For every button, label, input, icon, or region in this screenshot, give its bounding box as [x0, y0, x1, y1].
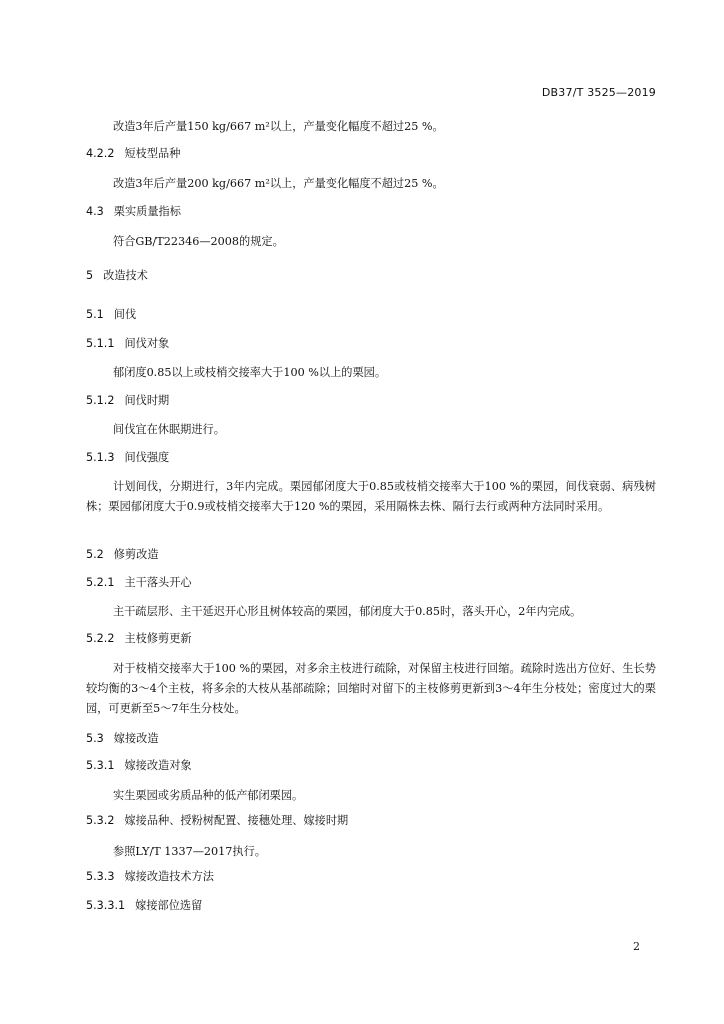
section-title: 改造技术	[103, 269, 148, 282]
section-number: 4.3	[86, 205, 104, 218]
paragraph-text: 郁闭度0.85以上或枝梢交接率大于100 %以上的栗园。	[113, 366, 387, 379]
section-heading	[86, 869, 656, 885]
section-title: 嫁接部位选留	[135, 899, 203, 912]
section-heading	[86, 813, 656, 829]
body-paragraph	[86, 477, 656, 517]
section-heading	[86, 898, 656, 914]
body-paragraph	[86, 232, 656, 252]
section-heading	[86, 268, 656, 284]
body-paragraph	[86, 420, 656, 440]
section-number: 5.1.1	[86, 337, 115, 350]
body-paragraph	[86, 174, 656, 194]
section-number: 5.3.1	[86, 759, 115, 772]
body-paragraph	[86, 117, 656, 137]
section-number: 5.1	[86, 308, 104, 321]
section-number: 4.2.2	[86, 147, 115, 160]
paragraph-text: 实生栗园或劣质品种的低产郁闭栗园。	[113, 789, 304, 802]
body-paragraph	[86, 363, 656, 383]
section-title: 栗实质量指标	[113, 205, 181, 218]
page-number: 2	[633, 940, 640, 953]
section-title: 嫁接改造	[113, 732, 159, 745]
section-number: 5.3.3	[86, 870, 115, 883]
section-title: 短枝型品种	[124, 147, 181, 160]
section-number: 5.3	[86, 732, 104, 745]
section-heading	[86, 631, 656, 647]
paragraph-text: 间伐宜在休眠期进行。	[113, 423, 225, 436]
document-code-header: DB37/T 3525—2019	[541, 86, 656, 99]
section-heading	[86, 547, 656, 563]
section-title: 间伐对象	[124, 337, 170, 350]
section-title: 间伐	[113, 308, 137, 321]
section-title: 修剪改造	[113, 548, 159, 561]
body-paragraph	[86, 786, 656, 806]
section-heading	[86, 758, 656, 774]
body-paragraph	[86, 842, 656, 862]
section-number: 5.1.3	[86, 451, 115, 464]
section-title: 嫁接改造对象	[124, 759, 192, 772]
section-number: 5	[86, 269, 94, 282]
body-paragraph	[86, 602, 656, 622]
paragraph-text: 主干疏层形、主干延迟开心形且树体较高的栗园，郁闭度大于0.85时，落头开心，2年内完成。	[113, 605, 582, 618]
paragraph-text: 改造3年后产量200 kg/667 m²以上，产量变化幅度不超过25 %。	[113, 177, 444, 190]
section-heading	[86, 450, 656, 466]
paragraph-text: 参照LY/T 1337—2017执行。	[113, 845, 266, 858]
section-heading	[86, 731, 656, 747]
section-title: 主干落头开心	[124, 576, 192, 589]
section-title: 间伐强度	[124, 451, 170, 464]
paragraph-text: 改造3年后产量150 kg/667 m²以上，产量变化幅度不超过25 %。	[113, 120, 444, 133]
paragraph-text: 对于枝梢交接率大于100 %的栗园，对多余主枝进行疏除，对保留主枝进行回缩。疏除时选出方位好、生长势较均衡的3～4个主枝，将多余的大枝从基部疏除；回缩时对留下的主枝修剪更新到3～4年生分枝处；密度过大的栗园，可更新至5～7年生分枝处。	[86, 662, 656, 715]
section-title: 嫁接品种、授粉树配置、接穗处理、嫁接时期	[124, 814, 349, 827]
section-number: 5.1.2	[86, 394, 115, 407]
paragraph-text: 计划间伐，分期进行，3年内完成。栗园郁闭度大于0.85或枝梢交接率大于100 %的栗园，间伐衰弱、病残树株；栗园郁闭度大于0.9或枝梢交接率大于120 %的栗园，采用隔株去株、隔行去行或两种方法同时采用。	[86, 480, 656, 513]
body-paragraph	[86, 659, 656, 719]
paragraph-text: 符合GB/T22346—2008的规定。	[113, 235, 284, 248]
section-heading	[86, 204, 656, 220]
section-heading	[86, 393, 656, 409]
section-number: 5.3.3.1	[86, 899, 126, 912]
section-title: 主枝修剪更新	[124, 632, 192, 645]
section-number: 5.2	[86, 548, 104, 561]
section-heading	[86, 575, 656, 591]
section-number: 5.2.1	[86, 576, 115, 589]
section-number: 5.2.2	[86, 632, 115, 645]
section-title: 嫁接改造技术方法	[124, 870, 214, 883]
section-heading	[86, 146, 656, 162]
section-heading	[86, 307, 656, 323]
section-heading	[86, 336, 656, 352]
section-title: 间伐时期	[124, 394, 170, 407]
section-number: 5.3.2	[86, 814, 115, 827]
